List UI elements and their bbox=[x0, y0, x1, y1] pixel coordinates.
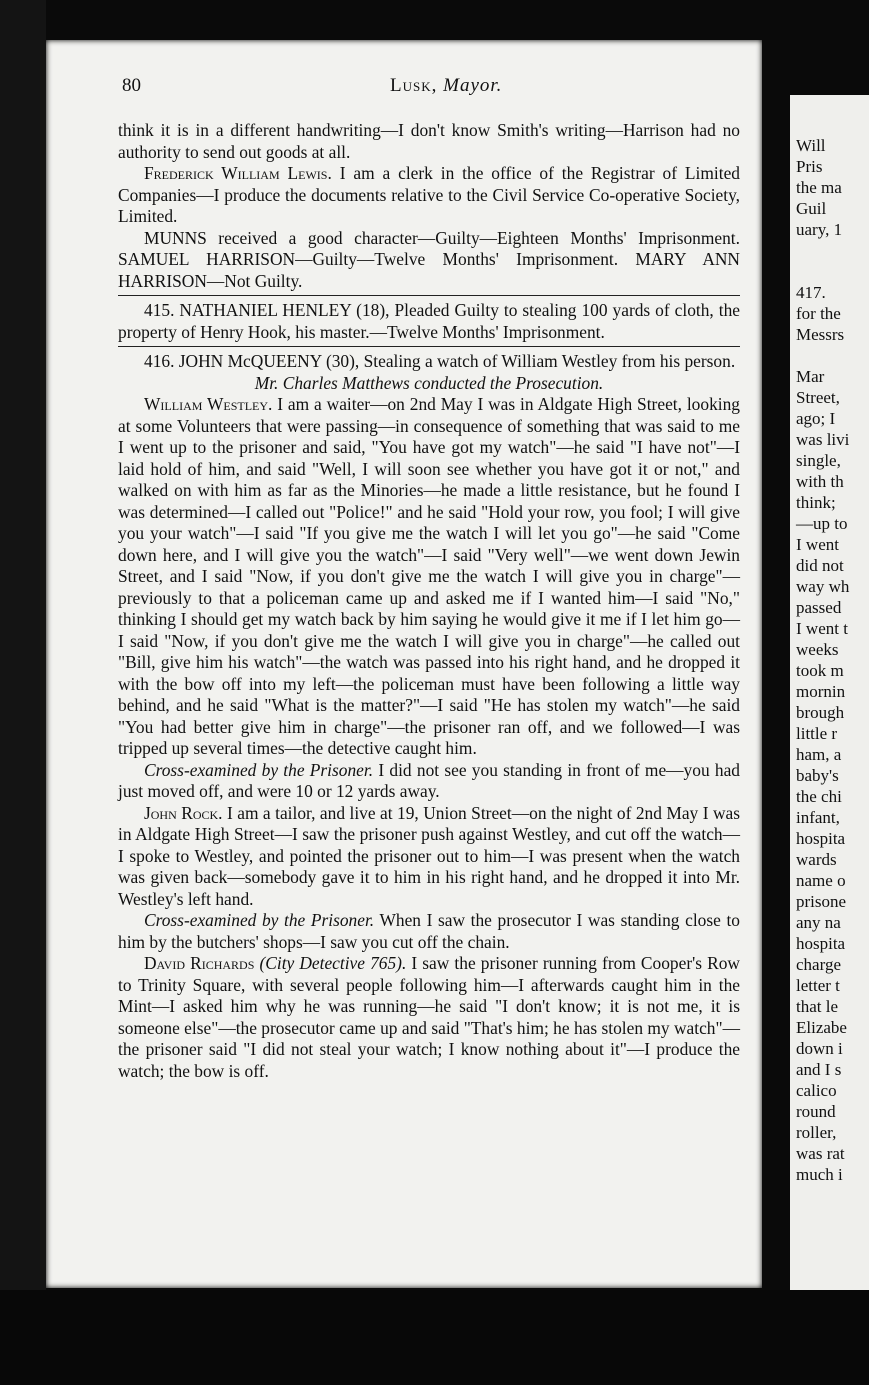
page-left bbox=[46, 40, 762, 1288]
page-header bbox=[122, 75, 732, 101]
right-page-line: think; bbox=[796, 493, 836, 512]
case-415: 415. NATHANIEL HENLEY (18), Pleaded Guilty to stealing 100 yards of cloth, the property of Henry Hook, his master.—Twelve Months' Imprisonment. bbox=[118, 300, 740, 342]
right-page-line: prisone bbox=[796, 892, 847, 911]
right-page-line: baby's bbox=[796, 766, 839, 785]
right-page-line: for the bbox=[796, 304, 841, 323]
running-title: Lusk, Mayor. bbox=[390, 75, 503, 96]
right-page-line: Guil bbox=[796, 199, 827, 218]
right-page-line: ham, a bbox=[796, 745, 842, 764]
right-page-line: calico bbox=[796, 1081, 837, 1100]
right-page-line: Mar bbox=[796, 367, 825, 386]
right-page-line: I went t bbox=[796, 619, 848, 638]
right-page-line: Elizabe bbox=[796, 1018, 847, 1037]
paragraph: Frederick William Lewis. I am a clerk in the office of the Registrar of Limited Companies—I produce the documents relative to the Civil Service Co-operative Society, Limited. bbox=[118, 163, 740, 226]
right-page-line: brough bbox=[796, 703, 845, 722]
right-page-line: weeks bbox=[796, 640, 839, 659]
book-spine bbox=[0, 0, 46, 1385]
right-page-line: infant, bbox=[796, 808, 840, 827]
right-page-line: hospita bbox=[796, 829, 846, 848]
right-page-line: was livi bbox=[796, 430, 850, 449]
right-page-line: with th bbox=[796, 472, 844, 491]
right-page-line: Street, bbox=[796, 388, 840, 407]
case-416: 416. JOHN McQUEENY (30), Stealing a watch of William Westley from his person. bbox=[144, 351, 736, 371]
cross-examination: Cross-examined by the Prisoner. When I saw the prosecutor I was standing close to him by the butchers' shops—I saw you cut off the chain. bbox=[118, 910, 740, 952]
right-page-line: wards bbox=[796, 850, 837, 869]
right-page-line: charge bbox=[796, 955, 841, 974]
scan-border bbox=[0, 1290, 869, 1385]
right-page-line: and I s bbox=[796, 1060, 842, 1079]
right-page-line: uary, 1 bbox=[796, 220, 843, 239]
page-number: 80 bbox=[122, 75, 141, 96]
right-page-line: passed bbox=[796, 598, 842, 617]
right-page-line: round bbox=[796, 1102, 836, 1121]
divider bbox=[118, 346, 740, 347]
right-page-line: ago; I bbox=[796, 409, 836, 428]
testimony-richards: David Richards (City Detective 765). I saw the prisoner running from Cooper's Row to Trinity Square, with several people following him—I afterwards caught him in the Mint—I asked him why he was running—he said "I don't know; it is not me, it is someone else"—the prosecutor came up and said "That's him; he has stolen my watch"—the prisoner said "I did not steal your watch; I know nothing about it"—I produce the watch; the bow is off. bbox=[118, 953, 740, 1081]
right-page-line: Messrs bbox=[796, 325, 845, 344]
right-page-line: that le bbox=[796, 997, 839, 1016]
right-page-line: was rat bbox=[796, 1144, 845, 1163]
right-page-line: much i bbox=[796, 1165, 843, 1184]
right-page-line: —up to bbox=[796, 514, 848, 533]
right-page-line: Will bbox=[796, 136, 826, 155]
right-page-line: down i bbox=[796, 1039, 843, 1058]
page-body bbox=[118, 120, 740, 1082]
right-page-line: 417. bbox=[796, 283, 826, 302]
right-page-line: single, bbox=[796, 451, 841, 470]
page-right-fragment bbox=[790, 95, 869, 1295]
paragraph: think it is in a different handwriting—I don't know Smith's writing—Harrison had no authority to send out goods at all. bbox=[118, 120, 740, 162]
divider bbox=[118, 295, 740, 296]
right-page-line: the ma bbox=[796, 178, 842, 197]
testimony-westley: William Westley. I am a waiter—on 2nd May I was in Aldgate High Street, looking at some Volunteers that were passing—in consequence of something that was said to me I went up to the prisoner and said, "You have got my watch"—he said "I have not"—I laid hold of him, and said "Well, I will soon see whether you have got it or not," and walked on with him as far as the Minories—he made a little resistance, but he found I was determined—I called out "Police!" and he said "Hold your row, you fool; I will give you your watch"—I said "If you give me the watch I will let you go"—he said "Come down here, and I will give you the watch"—I said "Very well"—we went down Jewin Street, and I said "Now, if you don't give me the watch I will give you in charge"—previously to that a policeman came up and asked me if I wanted him—I said "No," thinking I should get my watch back by him saying he would give it me if I let him go—I said "Now, if you don't give me the watch I will give you in charge"—he called out "Bill, give him his watch"—the watch was passed into his right hand, and he dropped it with the bow off into my left—the policeman must have been following a little way behind, and he said "What is the matter?"—I said "He has stolen my watch"—he said "You had better give him in charge"—the prisoner ran off, and we followed—I was tripped up several times—the detective caught him. bbox=[118, 394, 740, 758]
right-page-line: did not bbox=[796, 556, 844, 575]
right-page-line: way wh bbox=[796, 577, 850, 596]
cross-examination: Cross-examined by the Prisoner. I did not see you standing in front of me—you had just moved off, and were 10 or 12 yards away. bbox=[118, 759, 740, 801]
prosecution-note: Mr. Charles Matthews conducted the Prosecution. bbox=[254, 372, 604, 393]
testimony-rock: John Rock. I am a tailor, and live at 19, Union Street—on the night of 2nd May I was in Aldgate High Street—I saw the prisoner push against Westley, and cut off the watch—I spoke to Westley, and pointed the prisoner out to him—I was present when the watch was given back—somebody gave it to him in his right hand, and he dropped it into Mr. Westley's left hand. bbox=[118, 802, 740, 909]
right-page-line: took m bbox=[796, 661, 844, 680]
right-page-line: letter t bbox=[796, 976, 840, 995]
verdict-paragraph: MUNNS received a good character—Guilty—Eighteen Months' Imprisonment. SAMUEL HARRISON—Guilty—Twelve Months' Imprisonment. MARY ANN HARRISON—Not Guilty. bbox=[118, 227, 740, 291]
right-page-line: I went bbox=[796, 535, 839, 554]
right-page-line: little r bbox=[796, 724, 838, 743]
right-page-line: hospita bbox=[796, 934, 846, 953]
right-page-line: Pris bbox=[796, 157, 823, 176]
right-page-line: roller, bbox=[796, 1123, 837, 1142]
right-page-line: name o bbox=[796, 871, 846, 890]
right-page-line: any na bbox=[796, 913, 841, 932]
right-page-line: mornin bbox=[796, 682, 846, 701]
right-page-line: the chi bbox=[796, 787, 842, 806]
